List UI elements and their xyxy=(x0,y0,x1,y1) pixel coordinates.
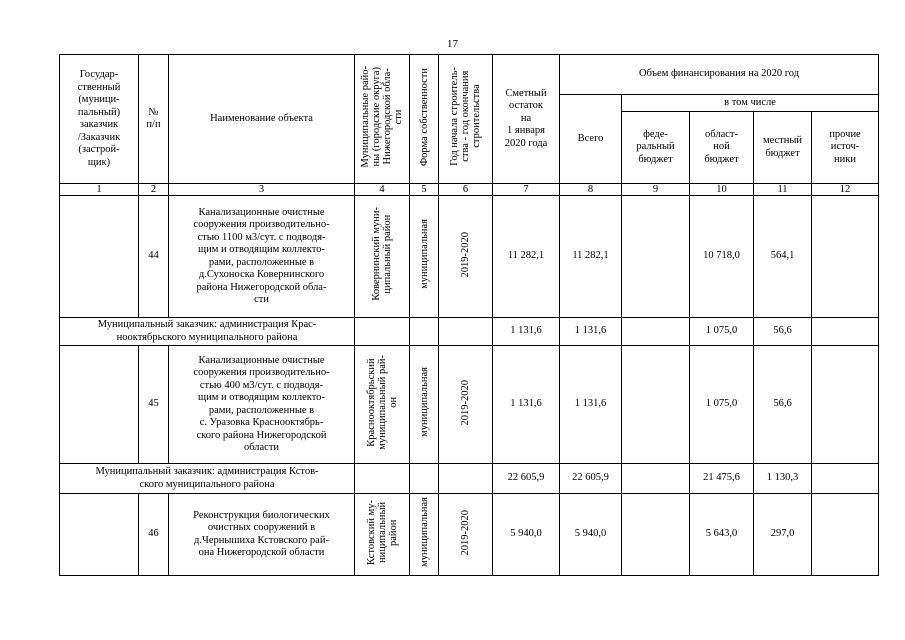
object-name: Канализационные очистные сооружения производительно- стью 400 м3/сут. с подводя- щим и отводящим коллекто- рами, расположенные в с. Уразовка Краснооктябрь- ского района Нижегородской области xyxy=(169,346,355,464)
total-cell: 22 605,9 xyxy=(560,464,622,494)
remaining-cell: 1 131,6 xyxy=(493,318,560,346)
header-including: в том числе xyxy=(622,95,879,112)
header-other: прочие источ- ники xyxy=(812,112,879,184)
object-name: Канализационные очистные сооружения производительно- стью 1100 м3/сут. с подводя- щим и отводящим коллекто- рами, расположенные в д.Сухоноска Ковернинского района Нижегородской обла- сти xyxy=(169,196,355,318)
column-number: 7 xyxy=(493,184,560,196)
local-cell: 56,6 xyxy=(754,346,812,464)
other-cell xyxy=(812,346,879,464)
federal-cell xyxy=(622,494,690,576)
federal-cell xyxy=(622,464,690,494)
ownership-cell: муниципальная xyxy=(410,346,439,464)
total-cell: 5 940,0 xyxy=(560,494,622,576)
years-cell: 2019-2020 xyxy=(439,196,493,318)
row-number: 46 xyxy=(139,494,169,576)
empty-cell xyxy=(355,318,410,346)
header-customer: Государ- ственный (муници- пальный) заказчик /Заказчик (застрой- щик) xyxy=(60,55,139,184)
district-cell: Кстовский му- ниципальный район xyxy=(355,494,410,576)
ownership-cell: муниципальная xyxy=(410,494,439,576)
regional-cell: 1 075,0 xyxy=(690,346,754,464)
header-remaining: Сметный остаток на 1 января 2020 года xyxy=(493,55,560,184)
header-local: местный бюджет xyxy=(754,112,812,184)
group-row xyxy=(60,318,879,346)
federal-cell xyxy=(622,196,690,318)
header-district: Муниципальные райо- ны (городские округа) Нижегородской обла- сти xyxy=(355,55,410,184)
row-number: 44 xyxy=(139,196,169,318)
header-num: № п/п xyxy=(139,55,169,184)
column-number: 5 xyxy=(410,184,439,196)
header-years: Год начала строитель- ства - год окончания строительства xyxy=(439,55,493,184)
column-number: 4 xyxy=(355,184,410,196)
regional-cell: 21 475,6 xyxy=(690,464,754,494)
local-cell: 56,6 xyxy=(754,318,812,346)
remaining-cell: 5 940,0 xyxy=(493,494,560,576)
total-cell: 1 131,6 xyxy=(560,346,622,464)
column-number: 12 xyxy=(812,184,879,196)
empty-cell xyxy=(410,464,439,494)
header-ownership: Форма собственности xyxy=(410,55,439,184)
header-object-name: Наименование объекта xyxy=(169,55,355,184)
federal-cell xyxy=(622,346,690,464)
customer-cell xyxy=(60,494,139,576)
row-number: 45 xyxy=(139,346,169,464)
local-cell: 297,0 xyxy=(754,494,812,576)
column-number: 10 xyxy=(690,184,754,196)
remaining-cell: 11 282,1 xyxy=(493,196,560,318)
column-number: 6 xyxy=(439,184,493,196)
object-name: Реконструкция биологических очистных сооружений в д.Чернышиха Кстовского рай- она Нижегородской области xyxy=(169,494,355,576)
group-label: Муниципальный заказчик: администрация Крас- нооктябрьского муниципального района xyxy=(60,318,355,346)
header-total: Всего xyxy=(560,95,622,184)
district-cell: Ковернинский муни- ципальный район xyxy=(355,196,410,318)
remaining-cell: 1 131,6 xyxy=(493,346,560,464)
ownership-cell: муниципальная xyxy=(410,196,439,318)
empty-cell xyxy=(410,318,439,346)
column-number: 8 xyxy=(560,184,622,196)
column-number: 11 xyxy=(754,184,812,196)
financing-table xyxy=(59,54,879,576)
group-label: Муниципальный заказчик: администрация Кстов- ского муниципального района xyxy=(60,464,355,494)
empty-cell xyxy=(355,464,410,494)
customer-cell xyxy=(60,196,139,318)
header-federal: феде- ральный бюджет xyxy=(622,112,690,184)
regional-cell: 1 075,0 xyxy=(690,318,754,346)
column-number: 2 xyxy=(139,184,169,196)
total-cell: 11 282,1 xyxy=(560,196,622,318)
regional-cell: 10 718,0 xyxy=(690,196,754,318)
customer-cell xyxy=(60,346,139,464)
empty-cell xyxy=(439,318,493,346)
empty-cell xyxy=(439,464,493,494)
total-cell: 1 131,6 xyxy=(560,318,622,346)
column-number: 3 xyxy=(169,184,355,196)
years-cell: 2019-2020 xyxy=(439,494,493,576)
header-regional: област- ной бюджет xyxy=(690,112,754,184)
federal-cell xyxy=(622,318,690,346)
column-numbers-row xyxy=(60,184,879,196)
regional-cell: 5 643,0 xyxy=(690,494,754,576)
table-row xyxy=(60,346,879,464)
group-row xyxy=(60,464,879,494)
column-number: 9 xyxy=(622,184,690,196)
other-cell xyxy=(812,464,879,494)
table-row xyxy=(60,196,879,318)
page-number: 17 xyxy=(447,38,458,50)
header-financing: Объем финансирования на 2020 год xyxy=(560,55,879,95)
local-cell: 1 130,3 xyxy=(754,464,812,494)
local-cell: 564,1 xyxy=(754,196,812,318)
remaining-cell: 22 605,9 xyxy=(493,464,560,494)
years-cell: 2019-2020 xyxy=(439,346,493,464)
district-cell: Краснооктябрьский муниципальный рай- он xyxy=(355,346,410,464)
other-cell xyxy=(812,318,879,346)
column-number: 1 xyxy=(60,184,139,196)
other-cell xyxy=(812,196,879,318)
other-cell xyxy=(812,494,879,576)
table-row xyxy=(60,494,879,576)
